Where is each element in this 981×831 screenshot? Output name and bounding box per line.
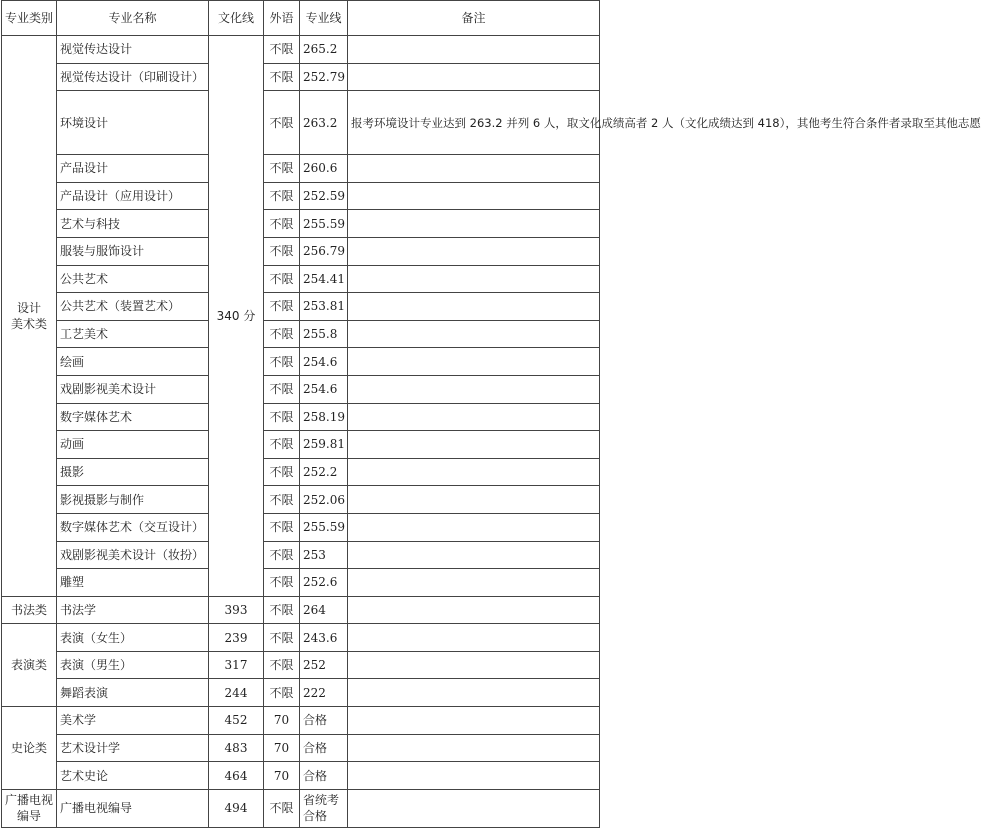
language-cell: 不限 — [264, 182, 300, 210]
culture-line-cell: 452 — [209, 707, 264, 735]
major-line-cell: 252.79 — [300, 63, 348, 91]
major-name-cell: 戏剧影视美术设计（妆扮） — [57, 541, 209, 569]
major-name-cell: 产品设计 — [57, 155, 209, 183]
remark-cell — [348, 431, 600, 459]
remark-cell — [348, 513, 600, 541]
table-row — [2, 762, 600, 790]
table-row — [2, 789, 600, 827]
language-cell: 不限 — [264, 624, 300, 652]
major-name-cell: 工艺美术 — [57, 320, 209, 348]
major-name-cell: 表演（女生） — [57, 624, 209, 652]
culture-line-cell: 464 — [209, 762, 264, 790]
language-cell: 70 — [264, 734, 300, 762]
major-name-cell: 艺术史论 — [57, 762, 209, 790]
category-cell: 广播电视 编导 — [2, 789, 57, 827]
table-row — [2, 155, 600, 183]
language-cell: 70 — [264, 762, 300, 790]
major-name-cell: 书法学 — [57, 596, 209, 624]
culture-line-cell: 244 — [209, 679, 264, 707]
major-line-cell: 252.06 — [300, 486, 348, 514]
major-line-cell: 252 — [300, 651, 348, 679]
major-line-cell: 252.2 — [300, 458, 348, 486]
major-name-cell: 艺术设计学 — [57, 734, 209, 762]
culture-line-cell: 317 — [209, 651, 264, 679]
language-cell: 不限 — [264, 651, 300, 679]
major-line-cell: 253 — [300, 541, 348, 569]
admission-score-table — [1, 0, 981, 828]
culture-line-cell: 393 — [209, 596, 264, 624]
major-name-cell: 摄影 — [57, 458, 209, 486]
remark-cell — [348, 596, 600, 624]
major-line-cell: 256.79 — [300, 237, 348, 265]
language-cell: 不限 — [264, 513, 300, 541]
table-row — [2, 210, 600, 238]
language-cell: 不限 — [264, 36, 300, 64]
table-row — [2, 320, 600, 348]
header-major-line: 专业线 — [300, 1, 348, 36]
table-row — [2, 458, 600, 486]
table-row — [2, 63, 600, 91]
major-line-cell: 265.2 — [300, 36, 348, 64]
language-cell: 不限 — [264, 237, 300, 265]
major-name-cell: 动画 — [57, 431, 209, 459]
table-row — [2, 375, 600, 403]
remark-cell — [348, 265, 600, 293]
table-row — [2, 265, 600, 293]
language-cell: 不限 — [264, 265, 300, 293]
major-line-cell: 253.81 — [300, 293, 348, 321]
language-cell: 不限 — [264, 596, 300, 624]
major-line-cell: 258.19 — [300, 403, 348, 431]
major-name-cell: 公共艺术 — [57, 265, 209, 293]
remark-cell — [348, 210, 600, 238]
remark-cell: 报考环境设计专业达到 263.2 并列 6 人，取文化成绩高者 2 人（文化成绩达到 418），其他考生符合条件者录取至其他志愿 — [348, 91, 600, 155]
culture-line-cell: 340 分 — [209, 36, 264, 597]
major-line-cell: 255.59 — [300, 513, 348, 541]
major-name-cell: 广播电视编导 — [57, 789, 209, 827]
table-row — [2, 513, 600, 541]
language-cell: 70 — [264, 707, 300, 735]
remark-cell — [348, 293, 600, 321]
major-line-cell: 合格 — [300, 762, 348, 790]
header-major: 专业名称 — [57, 1, 209, 36]
header-language: 外语 — [264, 1, 300, 36]
remark-cell — [348, 458, 600, 486]
table-row — [2, 707, 600, 735]
major-name-cell: 表演（男生） — [57, 651, 209, 679]
language-cell: 不限 — [264, 679, 300, 707]
language-cell: 不限 — [264, 210, 300, 238]
major-line-cell: 255.8 — [300, 320, 348, 348]
major-line-cell: 合格 — [300, 707, 348, 735]
table-row — [2, 541, 600, 569]
remark-cell — [348, 707, 600, 735]
language-cell: 不限 — [264, 458, 300, 486]
remark-cell — [348, 679, 600, 707]
major-name-cell: 服装与服饰设计 — [57, 237, 209, 265]
major-line-cell: 254.6 — [300, 375, 348, 403]
major-line-cell: 243.6 — [300, 624, 348, 652]
table-row — [2, 431, 600, 459]
major-line-cell: 260.6 — [300, 155, 348, 183]
language-cell: 不限 — [264, 348, 300, 376]
major-line-cell: 252.59 — [300, 182, 348, 210]
major-line-cell: 263.2 — [300, 91, 348, 155]
culture-line-cell: 483 — [209, 734, 264, 762]
major-line-cell: 合格 — [300, 734, 348, 762]
major-name-cell: 舞蹈表演 — [57, 679, 209, 707]
major-name-cell: 数字媒体艺术 — [57, 403, 209, 431]
table-row — [2, 596, 600, 624]
major-line-cell: 264 — [300, 596, 348, 624]
major-name-cell: 视觉传达设计 — [57, 36, 209, 64]
table-row — [2, 237, 600, 265]
major-name-cell: 绘画 — [57, 348, 209, 376]
category-cell: 设计 美术类 — [2, 36, 57, 597]
language-cell: 不限 — [264, 403, 300, 431]
table-row — [2, 679, 600, 707]
remark-cell — [348, 486, 600, 514]
category-cell: 表演类 — [2, 624, 57, 707]
table-row — [2, 569, 600, 597]
major-name-cell: 数字媒体艺术（交互设计） — [57, 513, 209, 541]
table-row — [2, 36, 600, 64]
remark-cell — [348, 403, 600, 431]
major-name-cell: 雕塑 — [57, 569, 209, 597]
major-line-cell: 252.6 — [300, 569, 348, 597]
remark-cell — [348, 569, 600, 597]
major-name-cell: 产品设计（应用设计） — [57, 182, 209, 210]
table-row — [2, 486, 600, 514]
major-name-cell: 视觉传达设计（印刷设计） — [57, 63, 209, 91]
language-cell: 不限 — [264, 486, 300, 514]
table-row — [2, 182, 600, 210]
major-line-cell: 255.59 — [300, 210, 348, 238]
remark-cell — [348, 63, 600, 91]
category-cell: 书法类 — [2, 596, 57, 624]
header-row — [2, 1, 600, 36]
culture-line-cell: 494 — [209, 789, 264, 827]
table-row — [2, 293, 600, 321]
table-row — [2, 624, 600, 652]
major-name-cell: 环境设计 — [57, 91, 209, 155]
remark-cell — [348, 651, 600, 679]
language-cell: 不限 — [264, 789, 300, 827]
major-name-cell: 公共艺术（装置艺术） — [57, 293, 209, 321]
major-line-cell: 254.6 — [300, 348, 348, 376]
major-name-cell: 艺术与科技 — [57, 210, 209, 238]
header-culture-line: 文化线 — [209, 1, 264, 36]
category-cell: 史论类 — [2, 707, 57, 790]
major-name-cell: 戏剧影视美术设计 — [57, 375, 209, 403]
remark-cell — [348, 320, 600, 348]
table-row — [2, 734, 600, 762]
language-cell: 不限 — [264, 375, 300, 403]
major-name-cell: 影视摄影与制作 — [57, 486, 209, 514]
table-row — [2, 91, 600, 155]
remark-cell — [348, 155, 600, 183]
culture-line-cell: 239 — [209, 624, 264, 652]
table-row — [2, 403, 600, 431]
table-row — [2, 651, 600, 679]
remark-cell — [348, 762, 600, 790]
remark-cell — [348, 348, 600, 376]
major-name-cell: 美术学 — [57, 707, 209, 735]
table-row — [2, 348, 600, 376]
remark-cell — [348, 237, 600, 265]
header-category: 专业类别 — [2, 1, 57, 36]
remark-cell — [348, 182, 600, 210]
language-cell: 不限 — [264, 431, 300, 459]
language-cell: 不限 — [264, 63, 300, 91]
major-line-cell: 222 — [300, 679, 348, 707]
language-cell: 不限 — [264, 320, 300, 348]
language-cell: 不限 — [264, 91, 300, 155]
major-line-cell: 259.81 — [300, 431, 348, 459]
major-line-cell: 254.41 — [300, 265, 348, 293]
remark-cell — [348, 789, 600, 827]
remark-cell — [348, 36, 600, 64]
remark-cell — [348, 624, 600, 652]
remark-cell — [348, 541, 600, 569]
remark-cell — [348, 375, 600, 403]
major-line-cell: 省统考 合格 — [300, 789, 348, 827]
language-cell: 不限 — [264, 293, 300, 321]
language-cell: 不限 — [264, 155, 300, 183]
language-cell: 不限 — [264, 541, 300, 569]
language-cell: 不限 — [264, 569, 300, 597]
header-remark: 备注 — [348, 1, 600, 36]
remark-cell — [348, 734, 600, 762]
